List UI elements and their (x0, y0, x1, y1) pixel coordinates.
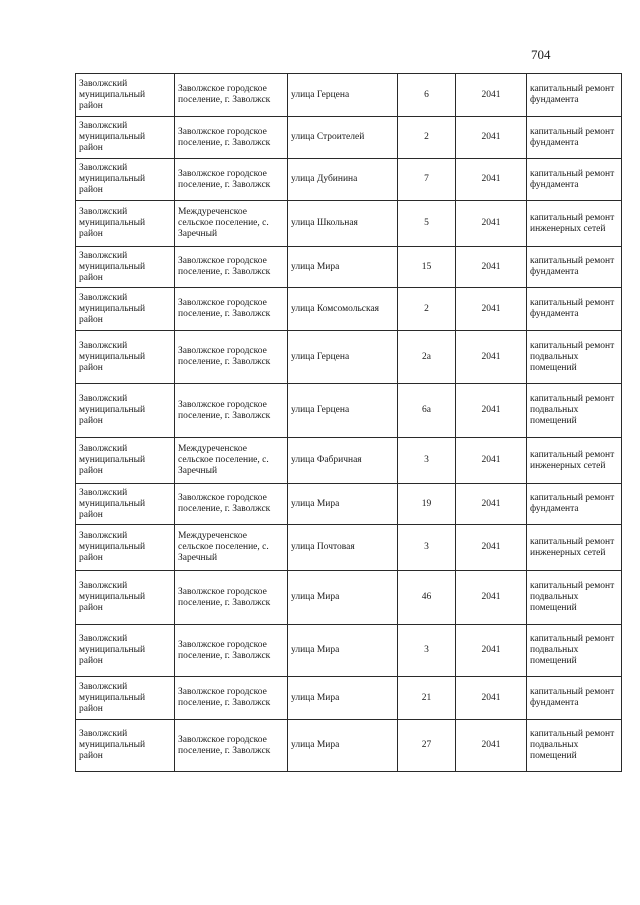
house-number-cell: 7 (398, 159, 456, 201)
table-row (76, 625, 622, 677)
house-number-cell: 21 (398, 677, 456, 720)
street-cell: улица Мира (288, 247, 398, 288)
work-type-cell: капитальный ремонт подвальных помещений (527, 625, 622, 677)
street-cell: улица Мира (288, 484, 398, 525)
street-cell: улица Герцена (288, 384, 398, 438)
year-cell: 2041 (456, 201, 527, 247)
year-cell: 2041 (456, 484, 527, 525)
work-type-cell: капитальный ремонт подвальных помещений (527, 331, 622, 384)
table-row (76, 720, 622, 772)
district-cell: Заволжский муниципальный район (76, 247, 175, 288)
year-cell: 2041 (456, 384, 527, 438)
year-cell: 2041 (456, 117, 527, 159)
year-cell: 2041 (456, 247, 527, 288)
repair-registry-table (75, 73, 622, 772)
work-type-cell: капитальный ремонт фундамента (527, 117, 622, 159)
work-type-cell: капитальный ремонт инженерных сетей (527, 525, 622, 571)
table-row (76, 159, 622, 201)
work-type-cell: капитальный ремонт подвальных помещений (527, 384, 622, 438)
street-cell: улица Дубинина (288, 159, 398, 201)
district-cell: Заволжский муниципальный район (76, 117, 175, 159)
page-number: 704 (531, 47, 551, 62)
street-cell: улица Мира (288, 571, 398, 625)
work-type-cell: капитальный ремонт фундамента (527, 74, 622, 117)
year-cell: 2041 (456, 331, 527, 384)
table-row (76, 525, 622, 571)
district-cell: Заволжский муниципальный район (76, 677, 175, 720)
year-cell: 2041 (456, 74, 527, 117)
street-cell: улица Почтовая (288, 525, 398, 571)
year-cell: 2041 (456, 720, 527, 772)
table-row (76, 288, 622, 331)
settlement-cell: Междуреченское сельское поселение, с. Заречный (175, 525, 288, 571)
house-number-cell: 15 (398, 247, 456, 288)
house-number-cell: 3 (398, 525, 456, 571)
settlement-cell: Заволжское городское поселение, г. Заволжск (175, 571, 288, 625)
work-type-cell: капитальный ремонт фундамента (527, 677, 622, 720)
year-cell: 2041 (456, 525, 527, 571)
settlement-cell: Заволжское городское поселение, г. Заволжск (175, 117, 288, 159)
year-cell: 2041 (456, 677, 527, 720)
settlement-cell: Заволжское городское поселение, г. Заволжск (175, 625, 288, 677)
settlement-cell: Заволжское городское поселение, г. Заволжск (175, 720, 288, 772)
settlement-cell: Заволжское городское поселение, г. Заволжск (175, 74, 288, 117)
year-cell: 2041 (456, 288, 527, 331)
street-cell: улица Герцена (288, 74, 398, 117)
street-cell: улица Мира (288, 720, 398, 772)
house-number-cell: 27 (398, 720, 456, 772)
table-row (76, 484, 622, 525)
street-cell: улица Комсомольская (288, 288, 398, 331)
house-number-cell: 6а (398, 384, 456, 438)
work-type-cell: капитальный ремонт инженерных сетей (527, 438, 622, 484)
year-cell: 2041 (456, 159, 527, 201)
house-number-cell: 3 (398, 625, 456, 677)
work-type-cell: капитальный ремонт фундамента (527, 159, 622, 201)
district-cell: Заволжский муниципальный район (76, 525, 175, 571)
work-type-cell: капитальный ремонт инженерных сетей (527, 201, 622, 247)
house-number-cell: 2 (398, 288, 456, 331)
year-cell: 2041 (456, 625, 527, 677)
settlement-cell: Заволжское городское поселение, г. Заволжск (175, 331, 288, 384)
house-number-cell: 2а (398, 331, 456, 384)
table-row (76, 201, 622, 247)
district-cell: Заволжский муниципальный район (76, 571, 175, 625)
district-cell: Заволжский муниципальный район (76, 201, 175, 247)
district-cell: Заволжский муниципальный район (76, 159, 175, 201)
house-number-cell: 3 (398, 438, 456, 484)
settlement-cell: Междуреченское сельское поселение, с. Заречный (175, 438, 288, 484)
work-type-cell: капитальный ремонт фундамента (527, 288, 622, 331)
settlement-cell: Заволжское городское поселение, г. Заволжск (175, 288, 288, 331)
district-cell: Заволжский муниципальный район (76, 288, 175, 331)
settlement-cell: Заволжское городское поселение, г. Заволжск (175, 159, 288, 201)
table-row (76, 384, 622, 438)
street-cell: улица Строителей (288, 117, 398, 159)
table-row (76, 331, 622, 384)
district-cell: Заволжский муниципальный район (76, 720, 175, 772)
district-cell: Заволжский муниципальный район (76, 74, 175, 117)
settlement-cell: Заволжское городское поселение, г. Заволжск (175, 247, 288, 288)
work-type-cell: капитальный ремонт подвальных помещений (527, 720, 622, 772)
settlement-cell: Заволжское городское поселение, г. Заволжск (175, 677, 288, 720)
district-cell: Заволжский муниципальный район (76, 484, 175, 525)
house-number-cell: 19 (398, 484, 456, 525)
work-type-cell: капитальный ремонт фундамента (527, 247, 622, 288)
work-type-cell: капитальный ремонт подвальных помещений (527, 571, 622, 625)
street-cell: улица Герцена (288, 331, 398, 384)
table-row (76, 677, 622, 720)
district-cell: Заволжский муниципальный район (76, 331, 175, 384)
settlement-cell: Заволжское городское поселение, г. Заволжск (175, 384, 288, 438)
year-cell: 2041 (456, 571, 527, 625)
house-number-cell: 46 (398, 571, 456, 625)
table-row (76, 247, 622, 288)
street-cell: улица Фабричная (288, 438, 398, 484)
district-cell: Заволжский муниципальный район (76, 625, 175, 677)
district-cell: Заволжский муниципальный район (76, 438, 175, 484)
table-row (76, 571, 622, 625)
street-cell: улица Мира (288, 677, 398, 720)
street-cell: улица Мира (288, 625, 398, 677)
house-number-cell: 5 (398, 201, 456, 247)
table-row (76, 117, 622, 159)
house-number-cell: 2 (398, 117, 456, 159)
settlement-cell: Заволжское городское поселение, г. Заволжск (175, 484, 288, 525)
district-cell: Заволжский муниципальный район (76, 384, 175, 438)
settlement-cell: Междуреченское сельское поселение, с. Заречный (175, 201, 288, 247)
work-type-cell: капитальный ремонт фундамента (527, 484, 622, 525)
street-cell: улица Школьная (288, 201, 398, 247)
table-row (76, 74, 622, 117)
table-row (76, 438, 622, 484)
house-number-cell: 6 (398, 74, 456, 117)
year-cell: 2041 (456, 438, 527, 484)
